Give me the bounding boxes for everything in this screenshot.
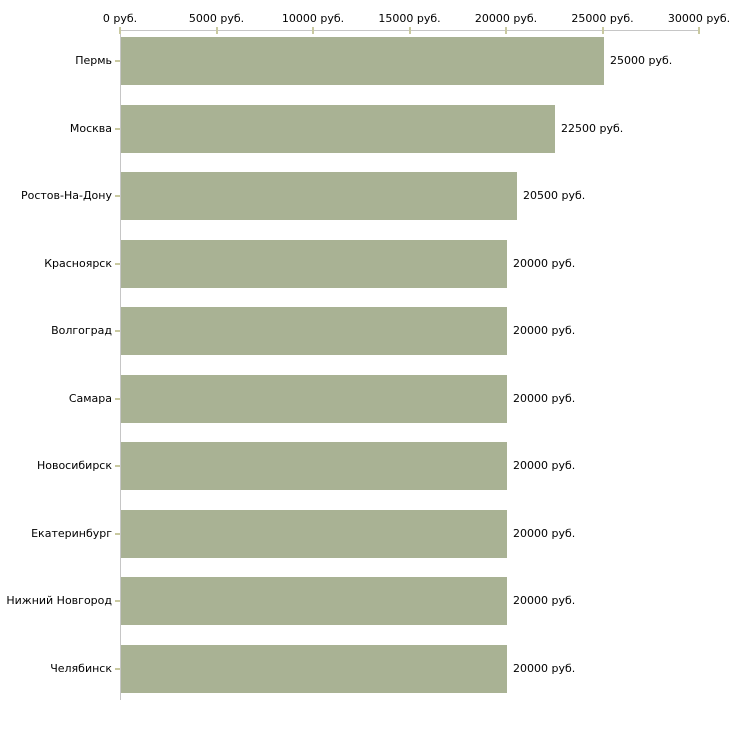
category-tick: [115, 60, 120, 62]
value-label: 20000 руб.: [513, 324, 576, 337]
x-axis-tick: [216, 27, 218, 34]
value-label: 22500 руб.: [561, 121, 624, 135]
bar: [121, 307, 507, 355]
category-tick: [115, 668, 120, 670]
category-label: Москва: [69, 121, 112, 135]
x-axis-tick-label: 0 руб.: [102, 12, 138, 25]
category-label: Красноярск: [44, 256, 112, 270]
value-label: 20000 руб.: [513, 526, 576, 540]
category-tick: [115, 533, 120, 535]
x-axis-tick: [602, 27, 604, 34]
bar: [121, 105, 555, 153]
category-tick: [115, 128, 120, 130]
category-label: Челябинск: [50, 661, 112, 675]
bar: [121, 375, 507, 423]
bar: [121, 645, 507, 693]
x-axis-tick-label: 25000 руб.: [571, 12, 634, 25]
bar: [121, 37, 604, 85]
x-axis-tick-label: 5000 руб.: [188, 12, 245, 25]
category-label: Пермь: [75, 54, 112, 67]
category-label: Самара: [68, 391, 112, 405]
bar: [121, 442, 507, 490]
category-tick: [115, 263, 120, 265]
bar: [121, 172, 517, 220]
category-label: Нижний Новгород: [6, 594, 112, 607]
category-label: Волгоград: [51, 324, 112, 337]
value-label: 20500 руб.: [523, 189, 586, 202]
category-label: Ростов-На-Дону: [20, 189, 112, 202]
category-tick: [115, 330, 120, 332]
x-axis-tick: [698, 27, 700, 34]
value-label: 20000 руб.: [513, 661, 576, 675]
value-label: 25000 руб.: [610, 54, 673, 67]
category-label: Новосибирск: [36, 459, 112, 472]
category-label: Екатеринбург: [31, 526, 112, 540]
value-label: 20000 руб.: [513, 459, 576, 472]
category-tick: [115, 600, 120, 602]
bar: [121, 577, 507, 625]
value-label: 20000 руб.: [513, 256, 576, 270]
category-tick: [115, 465, 120, 467]
x-axis-tick-label: 20000 руб.: [474, 12, 538, 25]
x-axis-tick: [119, 27, 121, 34]
x-axis-tick-label: 10000 руб.: [281, 12, 345, 25]
x-axis-tick: [505, 27, 507, 34]
x-axis-tick: [312, 27, 314, 34]
x-axis-tick-label: 30000 руб.: [667, 12, 730, 25]
bar: [121, 510, 507, 558]
value-label: 20000 руб.: [513, 391, 576, 405]
x-axis-tick: [409, 27, 411, 34]
bar: [121, 240, 507, 288]
value-label: 20000 руб.: [513, 594, 576, 607]
category-tick: [115, 195, 120, 197]
category-tick: [115, 398, 120, 400]
x-axis-tick-label: 15000 руб.: [378, 12, 441, 25]
